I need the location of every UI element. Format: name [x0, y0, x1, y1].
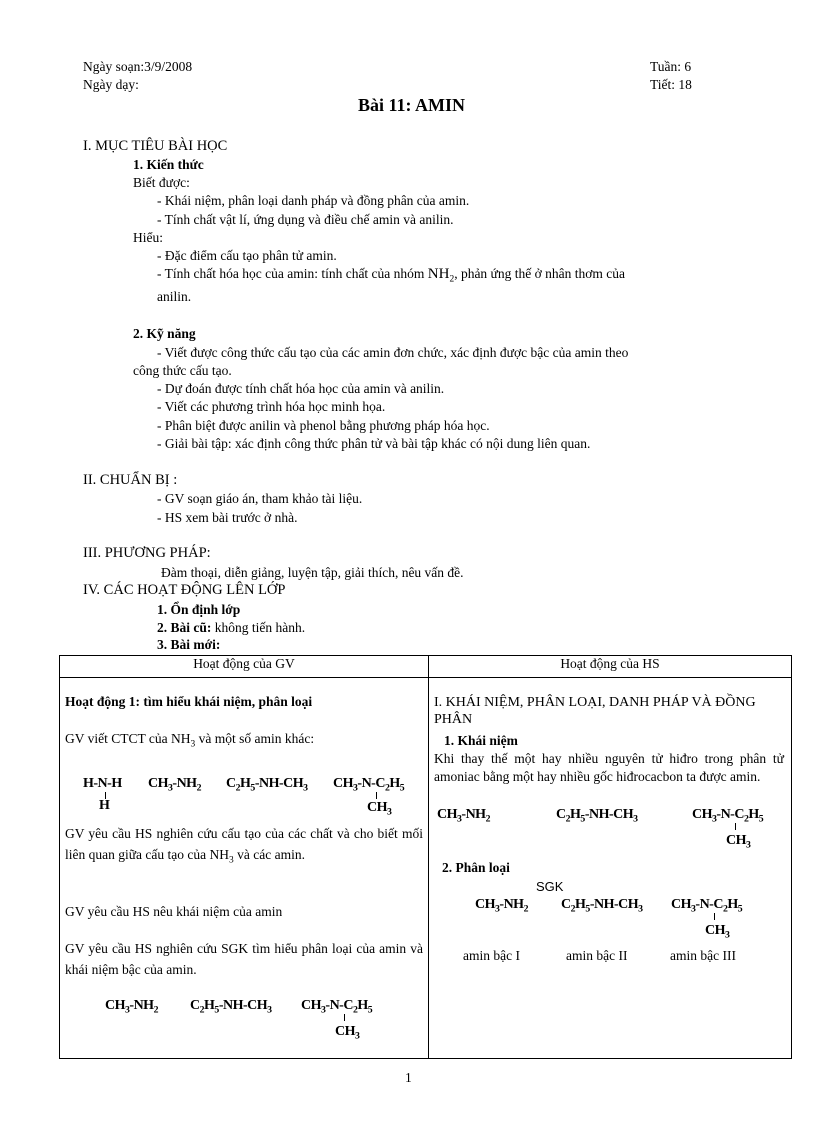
sgk-label: SGK	[536, 879, 564, 894]
method-text: Đàm thoại, diễn giảng, luyện tập, giải thích, nêu vấn đề.	[161, 565, 464, 580]
formula-methylamine: $CH_3-NH_2$	[475, 897, 528, 915]
hs-section-title: I. KHÁI NIỆM, PHÂN LOẠI, DANH PHÁP VÀ ĐỒNG PHÂN	[434, 695, 756, 727]
section-method-heading: III. PHƯƠNG PHÁP:	[83, 545, 211, 561]
knowledge-heading: 1. Kiến thức	[133, 157, 204, 172]
know-item: - Khái niệm, phân loại danh pháp và đồng phân của amin.	[157, 193, 470, 208]
know-label: Biết được:	[133, 175, 190, 190]
section-preparation-heading: II. CHUẨN BỊ :	[83, 472, 178, 488]
gv-activity-title: Hoạt động 1: tìm hiểu khái niệm, phân loại	[65, 694, 313, 709]
teach-date: Ngày dạy:	[83, 77, 139, 92]
hs-classify-heading: 2. Phân loại	[442, 860, 510, 875]
gv-cell	[60, 678, 429, 1059]
know-item: - Tính chất vật lí, ứng dụng và điều chế amin và anilin.	[157, 212, 454, 227]
understand-item: - Đặc điểm cấu tạo phân tử amin.	[157, 248, 337, 263]
section-activities-heading: IV. CÁC HOẠT ĐỘNG LÊN LỚP	[83, 582, 286, 598]
formula-tertiary-amine: $CH_3-N-C_2H_5$	[692, 807, 764, 825]
hs-cell	[429, 678, 792, 1059]
skill-item: - Phân biệt được anilin và phenol bằng phương pháp hóa học.	[157, 418, 490, 433]
formula-tertiary-ch3: $CH_3$	[705, 923, 730, 941]
understand-item: - Tính chất hóa học của amin: tính chất của nhóm $NH_2$, phản ứng thế ở nhân thơm của	[157, 266, 625, 285]
prep-item: - HS xem bài trước ở nhà.	[157, 510, 298, 525]
formula-methylamine: $CH_3-NH_2$	[148, 776, 201, 794]
hs-concept-text: Khi thay thế một hay nhiều nguyên tử hiđro trong phân tử amoniac bằng một hay nhiều gốc hiđrocacbon ta được amin.	[434, 751, 784, 784]
section-objectives-heading: I. MỤC TIÊU BÀI HỌC	[83, 138, 228, 154]
formula-tertiary-amine: $CH_3-N-C_2H_5$	[671, 897, 743, 915]
col-header-gv: Hoạt động của GV	[60, 656, 429, 678]
activity-step: 3. Bài mới:	[157, 637, 221, 652]
formula-tertiary-ch3: $CH_3$	[726, 833, 751, 851]
formula-tertiary-amine: $CH_3-N-C_2H_5$	[301, 998, 373, 1016]
degree-label: amin bậc I	[463, 948, 520, 963]
prep-date: Ngày soạn:3/9/2008	[83, 59, 193, 74]
skills-heading: 2. Kỹ năng	[133, 326, 196, 341]
formula-ethylmethylamine: $C_2H_5-NH-CH_3$	[556, 807, 638, 825]
formula-methylamine: $CH_3-NH_2$	[437, 807, 490, 825]
skill-item: - Viết các phương trình hóa học minh họa.	[157, 399, 386, 414]
page-number: 1	[405, 1070, 412, 1085]
gv-paragraph: GV yêu cầu HS nghiên cứu cấu tạo của các chất và cho biết mối liên quan giữa cấu tạo của $NH_3$ và các amin.	[65, 826, 423, 866]
formula-ammonia-h: H	[99, 798, 110, 813]
skill-item: - Dự đoán được tính chất hóa học của amin và anilin.	[157, 381, 445, 396]
formula-ethylmethylamine: $C_2H_5-NH-CH_3$	[226, 776, 308, 794]
understand-item-cont: anilin.	[157, 289, 192, 304]
formula-tertiary-amine: $CH_3-N-C_2H_5$	[333, 776, 405, 794]
hs-concept-heading: 1. Khái niệm	[444, 733, 518, 748]
degree-label: amin bậc III	[670, 948, 736, 963]
period: Tiết: 18	[650, 77, 692, 92]
activity-table	[59, 655, 792, 1059]
formula-tertiary-ch3: $CH_3$	[335, 1024, 360, 1042]
degree-label: amin bậc II	[566, 948, 628, 963]
formula-ethylmethylamine: $C_2H_5-NH-CH_3$	[561, 897, 643, 915]
prep-item: - GV soạn giáo án, tham khảo tài liệu.	[157, 491, 363, 506]
understand-label: Hiểu:	[133, 230, 163, 245]
formula-tertiary-ch3: $CH_3$	[367, 800, 392, 818]
gv-paragraph: GV yêu cầu HS nêu khái niệm của amin	[65, 904, 283, 919]
skill-item: - Viết được công thức cấu tạo của các amin đơn chức, xác định được bậc của amin theo	[157, 345, 629, 360]
skill-item: công thức cấu tạo.	[133, 363, 232, 378]
formula-ethylmethylamine: $C_2H_5-NH-CH_3$	[190, 998, 272, 1016]
gv-paragraph: GV yêu cầu HS nghiên cứu SGK tìm hiểu phân loại của amin và khái niệm bậc của amin.	[65, 941, 423, 977]
activity-step: 1. Ổn định lớp	[157, 602, 241, 617]
skill-item: - Giải bài tập: xác định công thức phân tử và bài tập khác có nội dung liên quan.	[157, 436, 591, 451]
formula-ammonia: H-N-H	[83, 776, 122, 791]
week: Tuần: 6	[650, 59, 692, 74]
page-title: Bài 11: AMIN	[358, 95, 466, 115]
activity-step: 2. Bài cũ: không tiến hành.	[157, 620, 306, 635]
gv-paragraph: GV viết CTCT của $NH_3$ và một số amin khác:	[65, 731, 315, 750]
col-header-hs: Hoạt động của HS	[429, 656, 792, 678]
formula-methylamine: $CH_3-NH_2$	[105, 998, 158, 1016]
